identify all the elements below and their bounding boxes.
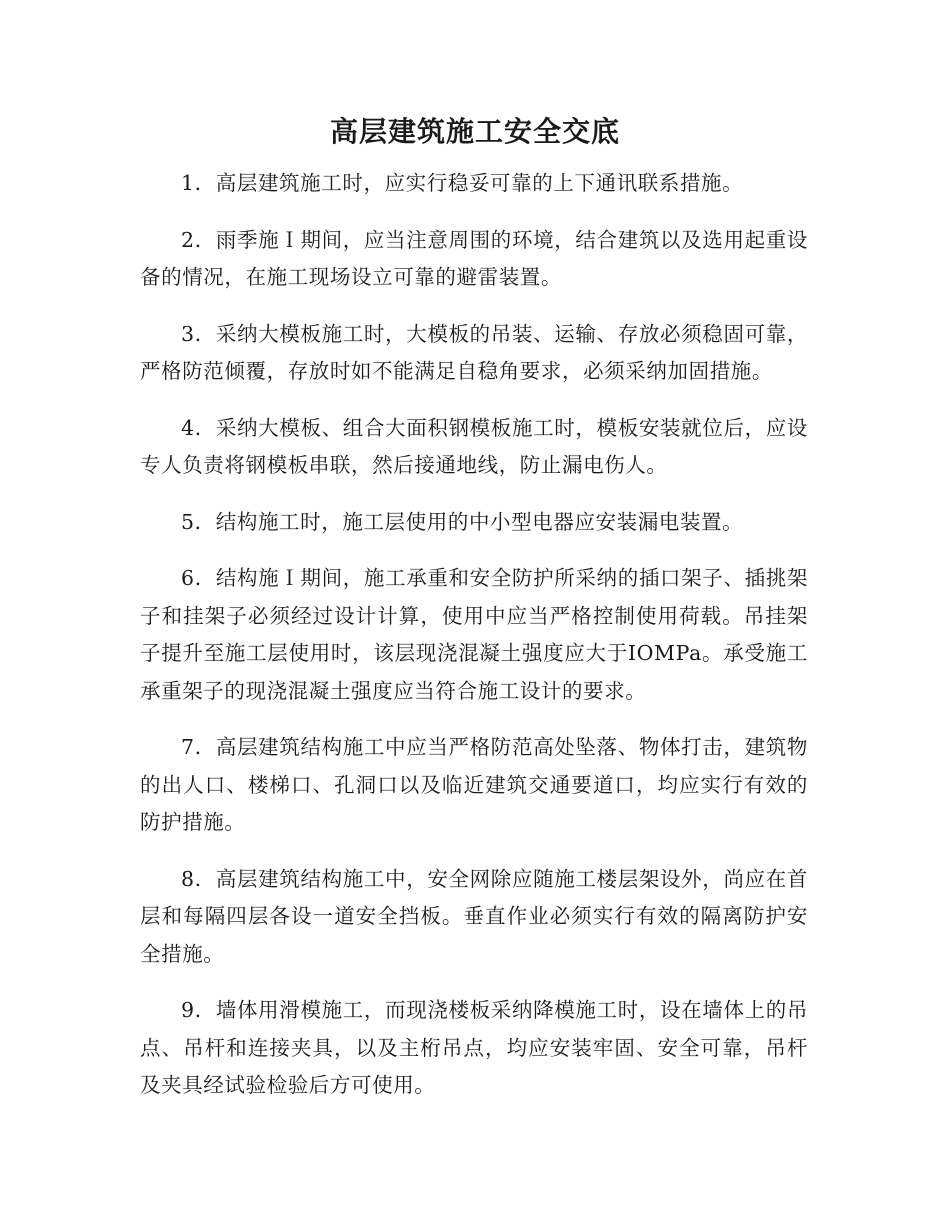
paragraph-1: 1．高层建筑施工时，应实行稳妥可靠的上下通讯联系措施。 [181, 171, 744, 195]
paragraph-2: 2．雨季施Ｉ期间，应当注意周围的环境，结合建筑以及选用起重设备的情况，在施工现场设立可靠的避雷装置。 [140, 227, 808, 289]
document-title: 高层建筑施工安全交底 [329, 115, 620, 148]
paragraph-3: 3．采纳大模板施工时，大模板的吊装、运输、存放必须稳固可靠，严格防范倾覆，存放时如不能满足自稳角要求，必须采纳加固措施。 [140, 321, 808, 383]
paragraph-7: 7．高层建筑结构施工中应当严格防范高处坠落、物体打击，建筑物的出人口、楼梯口、孔洞口以及临近建筑交通要道口，均应实行有效的防护措施。 [140, 735, 808, 834]
paragraph-4: 4．采纳大模板、组合大面积钢模板施工时，模板安装就位后，应设专人负责将钢模板串联，然后接通地线，防止漏电伤人。 [140, 415, 808, 477]
paragraph-8: 8．高层建筑结构施工中，安全网除应随施工楼层架设外，尚应在首层和每隔四层各设一道安全挡板。垂直作业必须实行有效的隔离防护安全措施。 [140, 866, 808, 966]
paragraph-9: 9．墙体用滑模施工，而现浇楼板采纳降模施工时，设在墙体上的吊点、吊杆和连接夹具，以及主桁吊点，均应安装牢固、安全可靠，吊杆及夹具经试验检验后方可使用。 [140, 998, 808, 1097]
document-body [140, 165, 808, 1124]
paragraph-5: 5．结构施工时，施工层使用的中小型电器应安装漏电装置。 [181, 509, 744, 534]
paragraph-6: 6．结构施Ｉ期间，施工承重和安全防护所采纳的插口架子、插挑架子和挂架子必须经过设计计算，使用中应当严格控制使用荷载。吊挂架子提升至施工层使用时，该层现浇混凝土强度应大于IOMPa。承受施工承重架子的现浇混凝土强度应当符合施工设计的要求。 [140, 566, 808, 703]
